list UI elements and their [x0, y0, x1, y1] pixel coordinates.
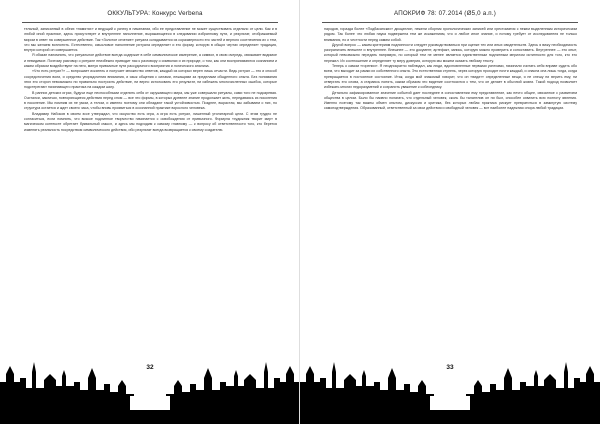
right-page-header: АПОКРИФ 78: 07.2014 (Ø5,0 а.п.) — [393, 10, 496, 17]
left-header-rule — [22, 22, 278, 23]
left-page-body — [24, 27, 277, 358]
left-page-number: 32 — [146, 364, 154, 371]
left-paragraph-4: В ранних детских играх, будучи еще неспособными отделить себя от окружающего мира, мы уже совершали ритуалы, сами того не подозревая. Считалки, заклички, повторяющиеся действия перед сном — все это формы, в которых древнее знание продолжает жить, передаваясь из поколения в поколение. Мы помним их не умом, а телом, и именно поэтому они обладают такой устойчивостью. Позднее, вырастая, мы забываем о них, но структура остается и ждет своего часа, чтобы вновь проявиться в осознанной практике взрослого человека. — [24, 90, 277, 111]
right-city-skyline-illustration — [300, 352, 600, 424]
left-paragraph-1: тельный, записанный в обеих «памятях» и ведущий к успеху в начинании, ибо ее представление не может существовать отдельно от цели. Как и в любой иной практике, здесь присутствует и внутреннее наполнение, выражающееся в следовании избранному пути, и результат, отображаемый миром в ответ на совершенное действие. Так «Золотое сечение» ритуала складывается из соразмерности его частей и верного соотнесения их с тем, что мы желаем воплотить. Естественно, смысловое наполнение ритуала определяет и его форму, которую в общих чертах определяет традиция, внутри которой он совершается. — [24, 27, 277, 53]
left-paragraph-3: «Что есть ритуал?» — вопрошает искатель и получает множество ответов, каждый из которых верен лишь отчасти. Ведь ритуал — это и способ сосредоточения воли, и средство упорядочения внимания, и язык общения с силами, лежащими за пределами обыденного опыта. Без понимания этих его сторон невозможно ни правильно построить действие, ни верно истолковать его результат, ни избежать многочисленных ошибок, которые подстерегают начинающего практика на каждом шагу. — [24, 69, 277, 90]
left-paragraph-5: Владимир Набоков в своем эссе утверждал, что искусство есть игра, а игра есть ритуал, лишенный утилитарной цели. С этим трудно не согласиться, если помнить, что всякое подлинное творчество начинается с освобождения от привычного. Формула «художник творит мир» в магическом контексте обретает буквальный смысл, и здесь мы подходим к самому главному — к вопросу об ответственности того, кто берется изменять реальность посредством символического действия, ибо результат всегда возвращается к своему создателю. — [24, 111, 277, 132]
left-page-header: ОККУЛЬТУРА: Конкурс Verbena — [107, 10, 203, 17]
right-page-body — [324, 27, 577, 358]
right-paragraph-4: Детально зафиксированное значение событий дает последнее в сопоставлении ему представление, как нечто общее, связанное с развитием общества в целом. Было бы наивно полагать, что отдельный человек, сколь бы талантлив он ни был, способен охватить всю полноту явления. Именно поэтому так важны обмен опытом, дискуссия и критика, без которых любая практика рискует превратиться в замкнутую систему самоподтверждения. Образованный, ответственный за свои действия и свободный человек — вот наиболее надежная опора любой традиции. — [324, 90, 577, 111]
right-paragraph-2: Другой вопрос — каким критериям подлинности следует руководствоваться при оценке тех или иных свидетельств. Здесь я вижу необходимость разграничить внешнее и внутреннее. Внешнее — это документ, артефакт, запись, которую можно проверить и сопоставить. Внутреннее — это опыт, который невозможно передать напрямую, но который тем не менее является единственным подлинным мерилом истинности для того, кто его пережил. Их соотношение и определяет ту меру доверия, которую мы можем оказать любому тексту. — [324, 42, 577, 63]
right-header-rule — [322, 22, 578, 23]
right-paragraph-3: Теперь о самом «горении». Я неоднократно наблюдал, как люди, вдохновленные первыми успехами, начинали считать себя вправе судить обо всем, что выходит за рамки их собственного опыта. Это естественная ступень, через которую проходит почти каждый, и опасна она лишь тогда, когда превращается в постоянное состояние. Итак, когда мой знакомый говорит, что он «видит» определенные вещи, я не спешу ни верить ему, ни отвергать его слова, а стараюсь понять, каким образом это видение соотносится с тем, что он делает в обычной жизни. Такой подход позволяет избежать многих недоразумений и сохранить уважение к собеседнику. — [324, 64, 577, 90]
left-paragraph-2: Я обязан напомнить, что ритуальное действие всегда содержит в себе символическое измерение, а символ, в свою очередь, связывает видимое и невидимое. Поэтому разговор о ритуале неизбежно приводит нас к разговору о символах и их природе, о том, как они воспринимаются сознанием и каким образом воздействуют на него, минуя привычные пути рассудочного восприятия и логического анализа. — [24, 53, 277, 69]
right-page — [300, 0, 600, 424]
left-city-skyline-illustration — [0, 352, 300, 424]
right-paragraph-1: народов, горазда более «Подбасанских» дисциплин, нежели сборник хронологических записей или хрестоматия с неким выделенным историческим рядом. Так более что любая наука подвержена тем же искажениям, что и любое иное знание, и потому требует от исследователя не только внимания, но и честности перед самим собой. — [324, 27, 577, 42]
right-page-number: 33 — [446, 364, 454, 371]
